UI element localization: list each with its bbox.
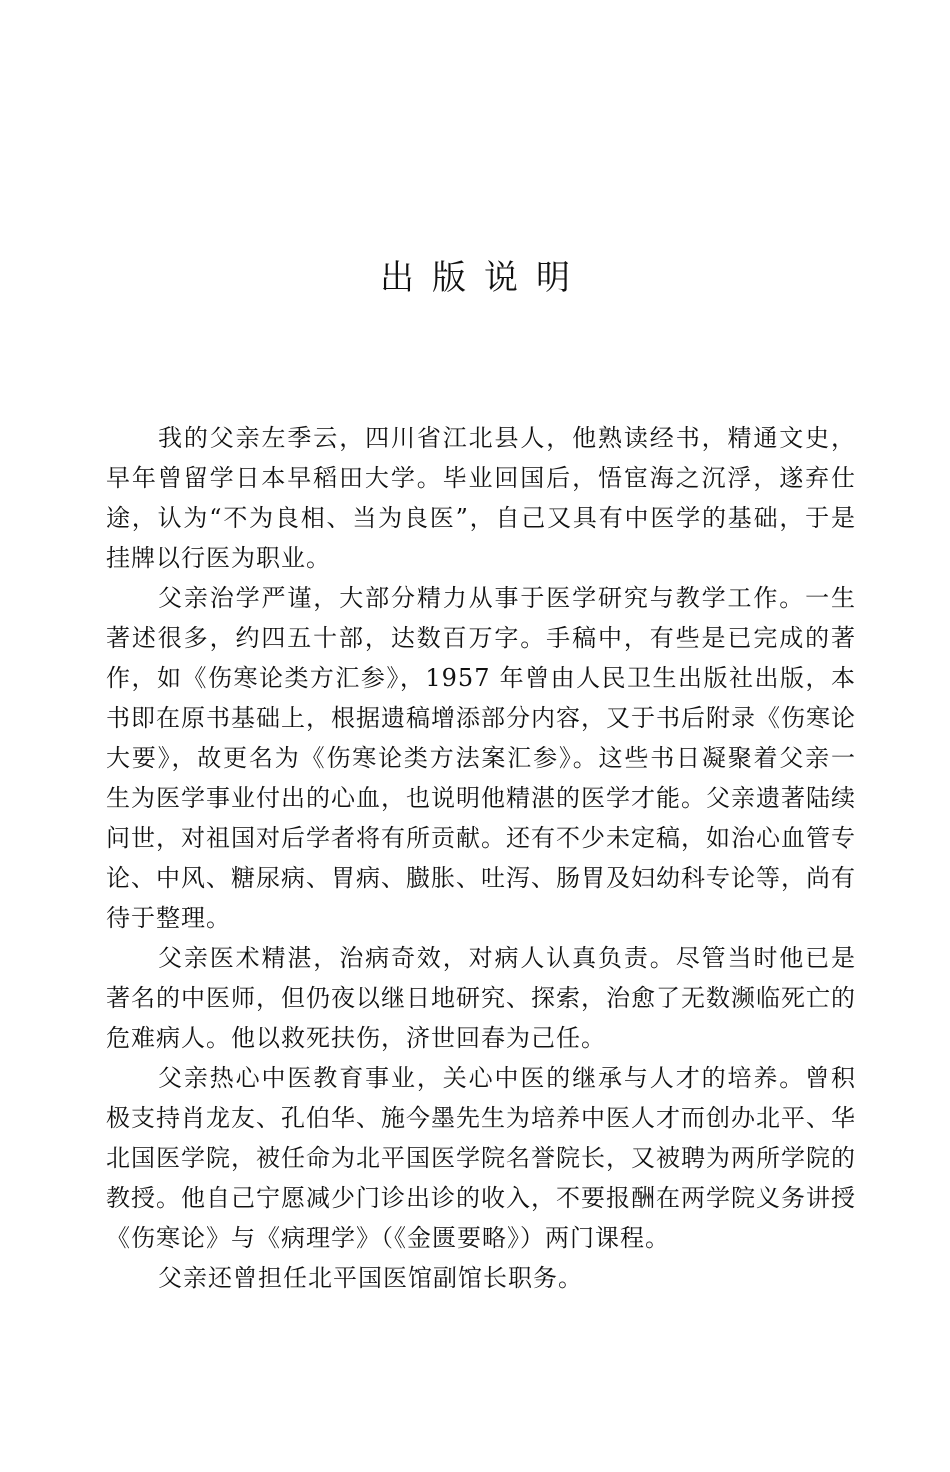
paragraph: 父亲热心中医教育事业，关心中医的继承与人才的培养。曾积极支持肖龙友、孔伯华、施今墨先生为培养中医人才而创办北平、华北国医学院，被任命为北平国医学院名誉院长，又被聘为两所学院的教授。他自己宁愿减少门诊出诊的收入，不要报酬在两学院义务讲授《伤寒论》与《病理学》（《金匮要略》）两门课程。 bbox=[106, 1064, 856, 1252]
paragraph: 父亲治学严谨，大部分精力从事于医学研究与教学工作。一生著述很多，约四五十部，达数百万字。手稿中，有些是已完成的著作，如《伤寒论类方汇参》，1957 年曾由人民卫生出版社出版，本书即在原书基础上，根据遗稿增添部分内容，又于书后附录《伤寒论大要》，故更名为《伤寒论类方法案汇参》。这些书日凝聚着父亲一生为医学事业付出的心血，也说明他精湛的医学才能。父亲遗著陆续问世，对祖国对后学者将有所贡献。还有不少未定稿，如治心血管专论、中风、糖尿病、胃病、臌胀、吐泻、肠胃及妇幼科专论等，尚有待于整理。 bbox=[106, 584, 856, 932]
paragraph: 我的父亲左季云，四川省江北县人，他熟读经书，精通文史，早年曾留学日本早稻田大学。毕业回国后，悟宦海之沉浮，遂弃仕途，认为“不为良相、当为良医”，自己又具有中医学的基础，于是挂牌以行医为职业。 bbox=[106, 424, 856, 572]
page-title: 出版说明 bbox=[380, 258, 588, 298]
paragraph: 父亲医术精湛，治病奇效，对病人认真负责。尽管当时他已是著名的中医师，但仍夜以继日地研究、探索，治愈了无数濒临死亡的危难病人。他以救死扶伤，济世回春为己任。 bbox=[106, 944, 856, 1052]
body-text bbox=[106, 418, 856, 1298]
paragraph: 父亲还曾担任北平国医馆副馆长职务。 bbox=[158, 1264, 583, 1292]
